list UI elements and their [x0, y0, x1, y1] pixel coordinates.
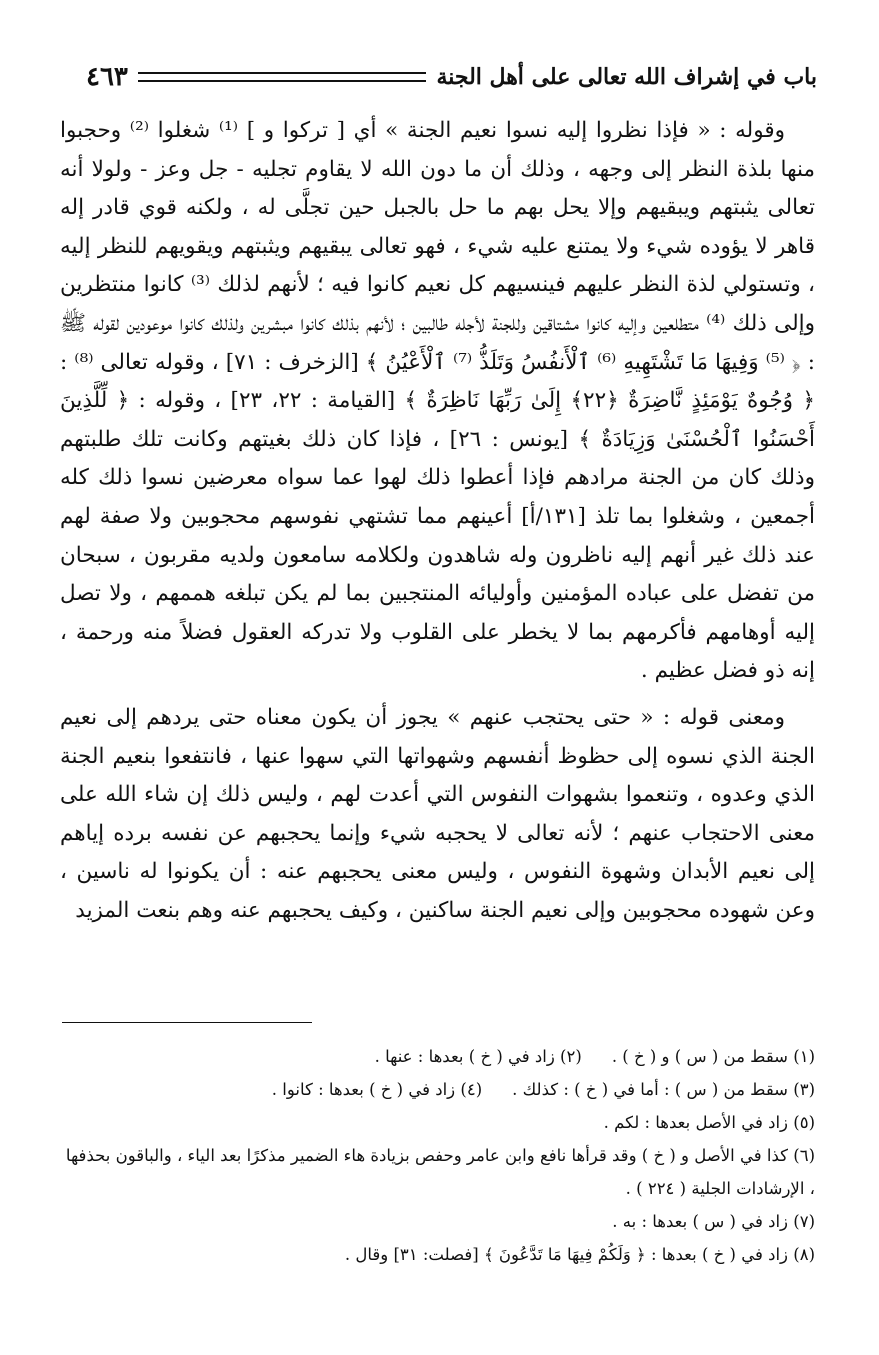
footnote-5: (٥) زاد في الأصل بعدها : لكم . [603, 1113, 815, 1132]
footnote-4: (٤) زاد في ( خ ) بعدها : كانوا . [271, 1080, 483, 1099]
main-text [60, 112, 815, 938]
footnote-3: (٣) سقط من ( س ) : أما في ( خ ) : كذلك . [512, 1080, 815, 1099]
footnote-6: (٦) كذا في الأصل و ( خ ) وقد قرأها نافع وابن عامر وحفص بزيادة هاء الضمير مذكرًا بعد الياء ، والباقون بحذفها ، الإرشادات الجلية ( ٢٢٤ ) . [65, 1146, 815, 1198]
footnote-8: (٨) زاد في ( خ ) بعدها : ﴿ وَلَكُمْ فِيهَا مَا تَدَّعُونَ ﴾ [فصلت: ٣١] وقال . [344, 1245, 815, 1264]
footnote-1: (١) سقط من ( س ) و ( خ ) . [611, 1047, 815, 1066]
footnote-2: (٢) زاد في ( خ ) بعدها : عنها . [374, 1047, 582, 1066]
running-header [86, 62, 817, 92]
footnotes [62, 1040, 815, 1271]
footnote-7: (٧) زاد في ( س ) بعدها : به . [612, 1212, 815, 1231]
footnote-row [62, 1073, 815, 1106]
paragraph: ومعنى قوله : « حتى يحتجب عنهم » يجوز أن يكون معناه حتى يردهم إلى نعيم الجنة الذي نسوه إلى حظوظ أنفسهم وشهواتها التي سهوا عنها ، فانتفعوا بنعيم الجنة الذي وعدوه ، وتنعموا بشهوات النفوس التي أعدت لهم ، وليس ذلك إن شاء الله على معنى الاحتجاب عنهم ؛ لأنه تعالى لا يحجبه شيء وإنما يحجبهم عن نفسه برده إياهم إلى نعيم الأبدان وشهوة النفوس ، وليس معنى يحجبهم عنه : أن يكونوا له ناسين ، وعن شهوده محجوبين وإلى نعيم الجنة ساكنين ، وكيف يحجبهم عنه وهم بنعت المزيد [60, 704, 815, 923]
header-rule [138, 72, 427, 82]
chapter-title: باب في إشراف الله تعالى على أهل الجنة [436, 64, 817, 90]
paragraph: وقوله : « فإذا نظروا إليه نسوا نعيم الجنة » أي [ تركوا و ] ⁽¹⁾ شغلوا ⁽²⁾ وحجبوا منها بلذة النظر إلى وجهه ، وذلك أن ما دون الله لا يقاوم تجليه - جل وعز - ولولا أنه تعالى يثبتهم ويبقيهم وإلا يحل بهم ما حل بالجبل حين تجلَّى له ، ولكنه قوي قادر إله قاهر لا يؤوده شيء ولا يمتنع عليه شيء ، فهو تعالى يبقيهم ويثبتهم ويقويهم للنظر إليه ، وتستولي لذة النظر عليهم فينسيهم كل نعيم كانوا فيه ؛ لأنهم لذلك ⁽³⁾ كانوا منتظرين وإلى ذلك ⁽⁴⁾ متطلعين وإليه كانوا مشتاقين وللجنة لأجله طالبين ؛ لأنهم بذلك كانوا مبشرين ولذلك كانوا موعودين لقوله ﷺ : ﴿ ⁽⁵⁾ وَفِيهَا مَا تَشْتَهِيهِ ⁽⁶⁾ ٱلْأَنفُسُ وَتَلَذُّ ⁽⁷⁾ ٱلْأَعْيُنُ ﴾ [الزخرف : ٧١] ، وقوله تعالى ⁽⁸⁾ : ﴿ وُجُوهٌ يَوْمَئِذٍ نَّاضِرَةٌ ﴿٢٢﴾ إِلَىٰ رَبِّهَا نَاظِرَةٌ ﴾ [القيامة : ٢٢، ٢٣] ، وقوله : ﴿ لِّلَّذِينَ أَحْسَنُوا ٱلْحُسْنَىٰ وَزِيَادَةٌ ﴾ [يونس : ٢٦] ، فإذا كان ذلك بغيتهم وكانت تلك طلبتهم وذلك كان من الجنة مرادهم فإذا أعطوا ذلك لهوا عما سواه معرضين نسوا ذلك كله أجمعين ، وشغلوا بما تلذ [١٣١/أ] أعينهم مما تشتهي نفوسهم محجوبين ولا صفة لهم عند ذلك غير أنهم إليه ناظرون وله شاهدون ولكلامه سامعون ولديه مقربون ، سبحان من تفضل على عباده المؤمنين وأوليائه المنتجبين بما لم يكن تبلغه هممهم ، ولا تصل إليه أوهامهم فأكرمهم بما لا يخطر على القلوب ولا تدركه العقول فضلاً منه ورحمة ، إنه ذو فضل عظيم . [60, 118, 816, 684]
page-number: ٤٦٣ [86, 62, 128, 92]
footnote-row [62, 1040, 815, 1073]
footnote-separator [62, 1022, 312, 1023]
